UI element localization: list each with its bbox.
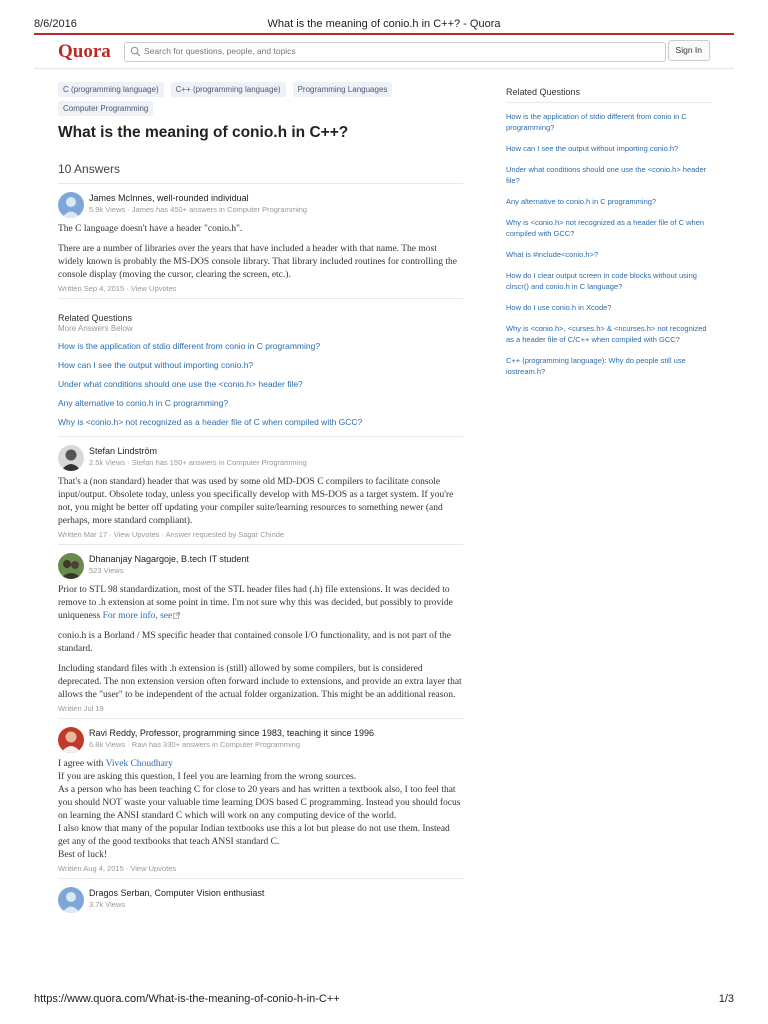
answer-header <box>58 192 463 218</box>
related-questions-inline <box>58 299 463 437</box>
answer-stats: 5.9k Views · James has 450+ answers in Computer Programming <box>89 205 308 214</box>
answer-item <box>58 437 463 545</box>
author-name[interactable]: James McInnes, well-rounded individual <box>89 193 249 203</box>
answer-paragraph: Including standard files with .h extension is (still) allowed by some compilers, but is considered deprecated. The non extension version often forward include to extensions, and provide an extra layer that allows the "user" to be independent of the actual folder organization. This might be an additional reason. <box>58 664 462 700</box>
default-user-icon <box>58 887 84 913</box>
answer-header <box>58 445 463 471</box>
related-question-link[interactable]: How is the application of stdio different from conio in C programming? <box>58 341 321 351</box>
sidebar-question-link[interactable]: What is #include<conio.h>? <box>506 250 599 259</box>
answer-footer[interactable]: Written Jul 19 <box>58 704 104 713</box>
answer-header <box>58 553 463 579</box>
sidebar-question-link[interactable]: C++ (programming language): Why do people still use iostream.h? <box>506 356 686 376</box>
topic-tag[interactable]: C (programming language) <box>58 82 164 97</box>
print-header <box>34 18 734 32</box>
print-document-title: What is the meaning of conio.h in C++? - Quora <box>267 18 501 30</box>
answer-line: If you are asking this question, I feel you are learning from the wrong sources. <box>58 772 357 782</box>
search-icon <box>130 46 141 57</box>
answer-paragraph: There are a number of libraries over the years that have included a header with that name. The most widely known is probably the MS-DOS console library. That library included routines for controlling the console display (moving the cursor, clearing the screen, etc.). <box>58 244 457 280</box>
sidebar-question-link[interactable]: How do I use conio.h in Xcode? <box>506 303 612 312</box>
answer-footer[interactable]: Written Aug 4, 2015 · View Upvotes <box>58 864 177 873</box>
print-url: https://www.quora.com/What-is-the-meaning-of-conio-h-in-C++ <box>34 993 340 1005</box>
avatar[interactable] <box>58 192 84 218</box>
more-info-link[interactable]: For more info, see <box>102 611 173 621</box>
topic-tag[interactable]: C++ (programming language) <box>171 82 286 97</box>
related-questions-title: Related Questions <box>58 313 133 323</box>
sidebar-question-link[interactable]: How can I see the output without importing conio.h? <box>506 144 679 153</box>
answer-paragraph: conio.h is a Borland / MS specific header that contained console I/O functionality, and is not part of the standard. <box>58 631 452 654</box>
related-questions-sidebar <box>506 87 711 387</box>
print-footer <box>34 993 734 1007</box>
user-mention-link[interactable]: Vivek Choudhary <box>105 759 173 769</box>
author-name[interactable]: Stefan Lindström <box>89 446 158 456</box>
sign-in-button[interactable]: Sign In <box>668 40 710 61</box>
avatar[interactable] <box>58 727 84 753</box>
answer-body <box>58 476 463 528</box>
author-name[interactable]: Dragos Serban, Computer Vision enthusiast <box>89 888 265 898</box>
topic-tag[interactable]: Programming Languages <box>293 82 393 97</box>
default-user-icon <box>58 192 84 218</box>
answer-text: I agree with <box>58 759 106 769</box>
answer-stats: 523 Views <box>89 566 124 575</box>
answer-line: Best of luck! <box>58 850 108 860</box>
user-photo-icon <box>58 727 84 753</box>
related-question-link[interactable]: Why is <conio.h> not recognized as a header file of C when compiled with GCC? <box>58 417 363 427</box>
answer-body <box>58 758 463 862</box>
sidebar-question-link[interactable]: How do I clear output screen in code blocks without using clrscr() and conio.h in C language? <box>506 271 697 291</box>
answer-header <box>58 727 463 753</box>
related-question-link[interactable]: Any alternative to conio.h in C programming? <box>58 398 229 408</box>
sidebar-question-link[interactable]: Under what conditions should one use the <conio.h> header file? <box>506 165 707 185</box>
author-name[interactable]: Ravi Reddy, Professor, programming since 1983, teaching it since 1996 <box>89 728 374 738</box>
user-photo-icon <box>58 445 84 471</box>
print-page-number: 1/3 <box>718 993 734 1005</box>
sidebar-title: Related Questions <box>506 87 711 103</box>
answer-body <box>58 584 463 702</box>
main-column <box>58 82 463 918</box>
answer-item <box>58 719 463 879</box>
quora-logo[interactable]: Quora <box>58 41 111 62</box>
answer-paragraph <box>58 584 463 623</box>
print-date: 8/6/2016 <box>34 18 77 30</box>
answer-line <box>58 758 463 771</box>
avatar[interactable] <box>58 553 84 579</box>
sidebar-question-link[interactable]: Why is <conio.h> not recognized as a header file of C when compiled with GCC? <box>506 218 705 238</box>
search-box[interactable] <box>124 42 666 62</box>
answer-text: Prior to STL 98 standardization, most of the STL header files had (.h) file extensions. It was decided to remove to .h extension at some point in time. I'm not sure why this was decided, but possibly to provide uniqueness <box>58 585 453 621</box>
answer-stats: 3.7k Views <box>89 900 126 909</box>
topic-tag[interactable]: Computer Programming <box>58 101 153 116</box>
answer-paragraph: The C language doesn't have a header "conio.h". <box>58 224 243 234</box>
answer-stats: 6.8k Views · Ravi has 330+ answers in Computer Programming <box>89 740 300 749</box>
answer-item <box>58 184 463 299</box>
answer-line: I also know that many of the popular Indian textbooks use this a lot but please do not use them. Instead get any of the good textbooks that teach ANSI standard C. <box>58 824 450 847</box>
avatar[interactable] <box>58 887 84 913</box>
user-photo-icon <box>58 553 84 579</box>
sidebar-question-link[interactable]: Why is <conio.h>, <curses.h> & <ncurses.h> not recognized as a header file of C/C++ when compiled with GCC? <box>506 324 707 344</box>
external-link-icon <box>173 612 180 619</box>
answer-stats: 2.5k Views · Stefan has 150+ answers in Computer Programming <box>89 458 307 467</box>
author-name[interactable]: Dhananjay Nagargoje, B.tech IT student <box>89 554 249 564</box>
answer-item <box>58 879 463 918</box>
search-input[interactable] <box>144 44 654 58</box>
answer-paragraph: That's a (non standard) header that was used by some old MD-DOS C compilers to facilitate console input/output. Obsolete today, unless you specifically develop with MS-DOS as a target system. If you're not, you might be better off updating your compiler suite/learning resources to something newer (and perhaps, more standard compliant). <box>58 477 454 526</box>
sidebar-question-link[interactable]: Any alternative to conio.h in C programming? <box>506 197 657 206</box>
answer-header <box>58 887 463 913</box>
related-questions-subtitle: More Answers Below <box>58 324 133 333</box>
avatar[interactable] <box>58 445 84 471</box>
related-question-link[interactable]: How can I see the output without importing conio.h? <box>58 360 254 370</box>
answer-count: 10 Answers <box>58 162 463 184</box>
answer-item <box>58 545 463 719</box>
answer-footer[interactable]: Written Sep 4, 2015 · View Upvotes <box>58 284 177 293</box>
topic-list <box>58 82 458 116</box>
top-bar <box>34 33 734 69</box>
answer-footer[interactable]: Written Mar 17 · View Upvotes · Answer requested by Sagar Chinde <box>58 530 285 539</box>
answer-body <box>58 223 463 282</box>
question-title: What is the meaning of conio.h in C++? <box>58 124 349 141</box>
answer-line: As a person who has been teaching C for close to 20 years and has written a textbook also, I too feel that you should NOT waste your valuable time learning DOS based C programming. Instead you should focus on learning the ANSI standard C which will work on any computing device of the world. <box>58 785 461 821</box>
related-question-link[interactable]: Under what conditions should one use the <conio.h> header file? <box>58 379 303 389</box>
sidebar-question-link[interactable]: How is the application of stdio different from conio in C programming? <box>506 112 687 132</box>
